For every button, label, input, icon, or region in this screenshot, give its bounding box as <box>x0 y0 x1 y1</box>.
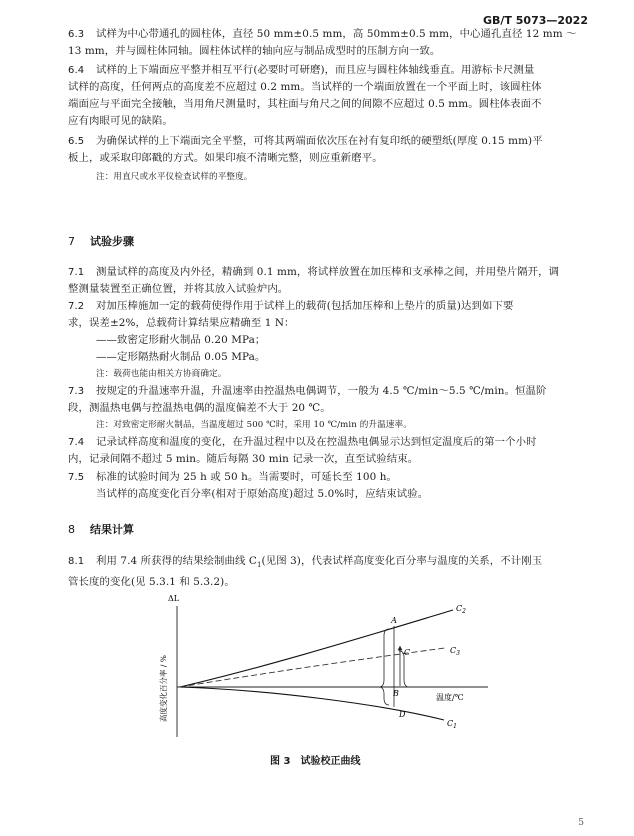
note: 注：载荷也能由相关方协商确定。 <box>96 369 227 379</box>
brace-left <box>380 629 389 705</box>
label-c2: $C_2$ <box>456 604 466 615</box>
point-d: D <box>399 710 406 719</box>
note: 注：对致密定形耐火制品，当温度超过 500 ℃时，采用 10 ℃/min 的升温速率。 <box>96 420 412 430</box>
page-number: 5 <box>578 818 584 828</box>
clause-text: 求，误差±2%，总载荷计算结果应精确至 1 N： <box>68 317 295 329</box>
clause-7-2: 7.2 对加压棒施加一定的载荷使得作用于试样上的载荷(包括加压棒和上垫片的质量)达到如下要 求，误差±2%，总载荷计算结果应精确至 1 N： ——致密定形耐火制品 0.20 MPa； ——定形隔热耐火制品 0.05 MPa。 注：载荷也能由相关方协商确定。 <box>68 298 596 383</box>
figure-3-diagram <box>150 592 510 742</box>
clause-text: 试样为中心带通孔的圆柱体，直径 50 mm±0.5 mm，高 50mm±0.5 mm，中心通孔直径 12 mm ～ <box>96 28 577 40</box>
clause-text: 13 mm，并与圆柱体同轴。圆柱体试样的轴向应与制品成型时的压制方向一致。 <box>68 45 441 57</box>
clause-7-3: 7.3 按规定的升温速率升温，升温速率由控温热电偶调节，一般为 4.5 ℃/min～5.5 ℃/min。恒温阶 段，测温热电偶与控温热电偶的温度偏差不大于 20 ℃。 注：对致密定形耐火制品，当温度超过 500 ℃时，采用 10 ℃/min 的升温速率。 <box>68 383 596 434</box>
list-item: ——定形隔热耐火制品 0.05 MPa。 <box>96 351 266 363</box>
standard-code-header: GB/T 5073—2022 <box>483 14 588 27</box>
list-item: ——致密定形耐火制品 0.20 MPa； <box>96 334 266 346</box>
clause-text: 为确保试样的上下端面完全平整，可将其两端面依次压在衬有复印纸的硬塑纸(厚度 0.15 mm)平 <box>96 135 543 147</box>
section-number: 8 <box>68 523 75 536</box>
subscript: 1 <box>256 561 262 570</box>
clause-7-1: 7.1 测量试样的高度及内外径，精确到 0.1 mm，将试样放置在加压棒和支承棒之间，并用垫片隔开，调 整测量装置至正确位置，并将其放入试验炉内。 <box>68 264 596 298</box>
clause-7-5: 7.5 标准的试验时间为 25 h 或 50 h。当需要时，可延长至 100 h。 当试样的高度变化百分率(相对于原始高度)超过 5.0%时，应结束试验。 <box>68 469 596 503</box>
clause-text: 按规定的升温速率升温，升温速率由控温热电偶调节，一般为 4.5 ℃/min～5.5 ℃/min。恒温阶 <box>96 385 547 397</box>
y-axis-label: 高度变化百分率 / % <box>159 655 168 722</box>
x-axis-label: 温度/℃ <box>436 693 464 702</box>
clause-text: (见图 3)，代表试样高度变化百分率与温度的关系，不计刚玉 <box>261 555 543 567</box>
clause-text: 板上，或采取印郎戳的方式。如果印痕不清晰完整，则应重新磨平。 <box>68 152 383 164</box>
clause-text: 整测量装置至正确位置，并将其放入试验炉内。 <box>68 283 289 295</box>
label-c3: $C_3$ <box>450 646 460 657</box>
section-title: 试验步骤 <box>90 235 134 248</box>
figure-caption: 图 3 试验校正曲线 <box>270 756 361 767</box>
clause-text: 对加压棒施加一定的载荷使得作用于试样上的载荷(包括加压棒和上垫片的质量)达到如下要 <box>96 300 514 312</box>
section-number: 7 <box>68 235 75 248</box>
clause-text: 当试样的高度变化百分率(相对于原始高度)超过 5.0%时，应结束试验。 <box>96 488 429 500</box>
section-7-heading <box>68 233 134 249</box>
curve-c2 <box>180 610 453 687</box>
clause-text: 标准的试验时间为 25 h 或 50 h。当需要时，可延长至 100 h。 <box>96 471 397 483</box>
label-c1: $C_1$ <box>447 719 457 730</box>
y-axis-top-label: ΔL <box>168 594 180 603</box>
clause-text: 端面应与平面完全接触，当用角尺测量时，其柱面与角尺之间的间隙不应超过 0.5 mm。圆柱体表面不 <box>68 98 542 110</box>
point-b: B <box>393 689 399 698</box>
note: 注：用直尺或水平仪检查试样的平整度。 <box>96 172 253 182</box>
point-a: A <box>391 616 397 625</box>
clause-8-1: 8.1 利用 7.4 所获得的结果绘制曲线 $C_1$(见图 3)，代表试样高度变化百分率与温度的关系，不计刚玉 管长度的变化(见 5.3.1 和 5.3.2)。 <box>68 553 596 591</box>
clause-7-4: 7.4 记录试样高度和温度的变化，在升温过程中以及在控温热电偶显示达到恒定温度后的第一个小时 内，记录间隔不超过 5 min。随后每隔 30 min 记录一次，直至试验结束。 <box>68 434 596 468</box>
clause-6-4: 6.4 试样的上下端面应平整并相互平行(必要时可研磨)，而且应与圆柱体轴线垂直。用游标卡尺测量 试样的高度，任何两点的高度差不应超过 0.2 mm。当试样的一个端面放置在一个平面上时，该圆柱体 端面应与平面完全接触，当用角尺测量时，其柱面与角尺之间的间隙不应超过 0.5 mm。圆柱体表面不 应有肉眼可见的缺陷。 <box>68 62 596 130</box>
clause-6-5: 6.5 为确保试样的上下端面完全平整，可将其两端面依次压在衬有复印纸的硬塑纸(厚度 0.15 mm)平 板上，或采取印郎戳的方式。如果印痕不清晰完整，则应重新磨平。 注：用直尺或水平仪检查试样的平整度。 <box>68 133 596 186</box>
clause-text: 测量试样的高度及内外径，精确到 0.1 mm，将试样放置在加压棒和支承棒之间，并用垫片隔开，调 <box>96 266 560 278</box>
clause-text: 利用 7.4 所获得的结果绘制曲线 C <box>96 555 257 567</box>
clause-text: 试样的高度，任何两点的高度差不应超过 0.2 mm。当试样的一个端面放置在一个平面上时，该圆柱体 <box>68 81 542 93</box>
clause-text: 试样的上下端面应平整并相互平行(必要时可研磨)，而且应与圆柱体轴线垂直。用游标卡尺测量 <box>96 64 535 76</box>
clause-text: 应有肉眼可见的缺陷。 <box>68 115 173 127</box>
clause-text: 内，记录间隔不超过 5 min。随后每隔 30 min 记录一次，直至试验结束。 <box>68 453 419 465</box>
point-c: C <box>404 648 411 657</box>
clause-6-3: 6.3 试样为中心带通孔的圆柱体，直径 50 mm±0.5 mm，高 50mm±0.5 mm，中心通孔直径 12 mm ～ 13 mm，并与圆柱体同轴。圆柱体试样的轴向应与制品成型时的压制方向一致。 <box>68 26 596 60</box>
clause-text: 记录试样高度和温度的变化，在升温过程中以及在控温热电偶显示达到恒定温度后的第一个小时 <box>96 436 537 448</box>
section-title: 结果计算 <box>90 523 134 536</box>
clause-text: 管长度的变化(见 5.3.1 和 5.3.2)。 <box>68 576 235 589</box>
clause-text: 段，测温热电偶与控温热电偶的温度偏差不大于 20 ℃。 <box>68 402 331 414</box>
section-8-heading <box>68 521 134 537</box>
